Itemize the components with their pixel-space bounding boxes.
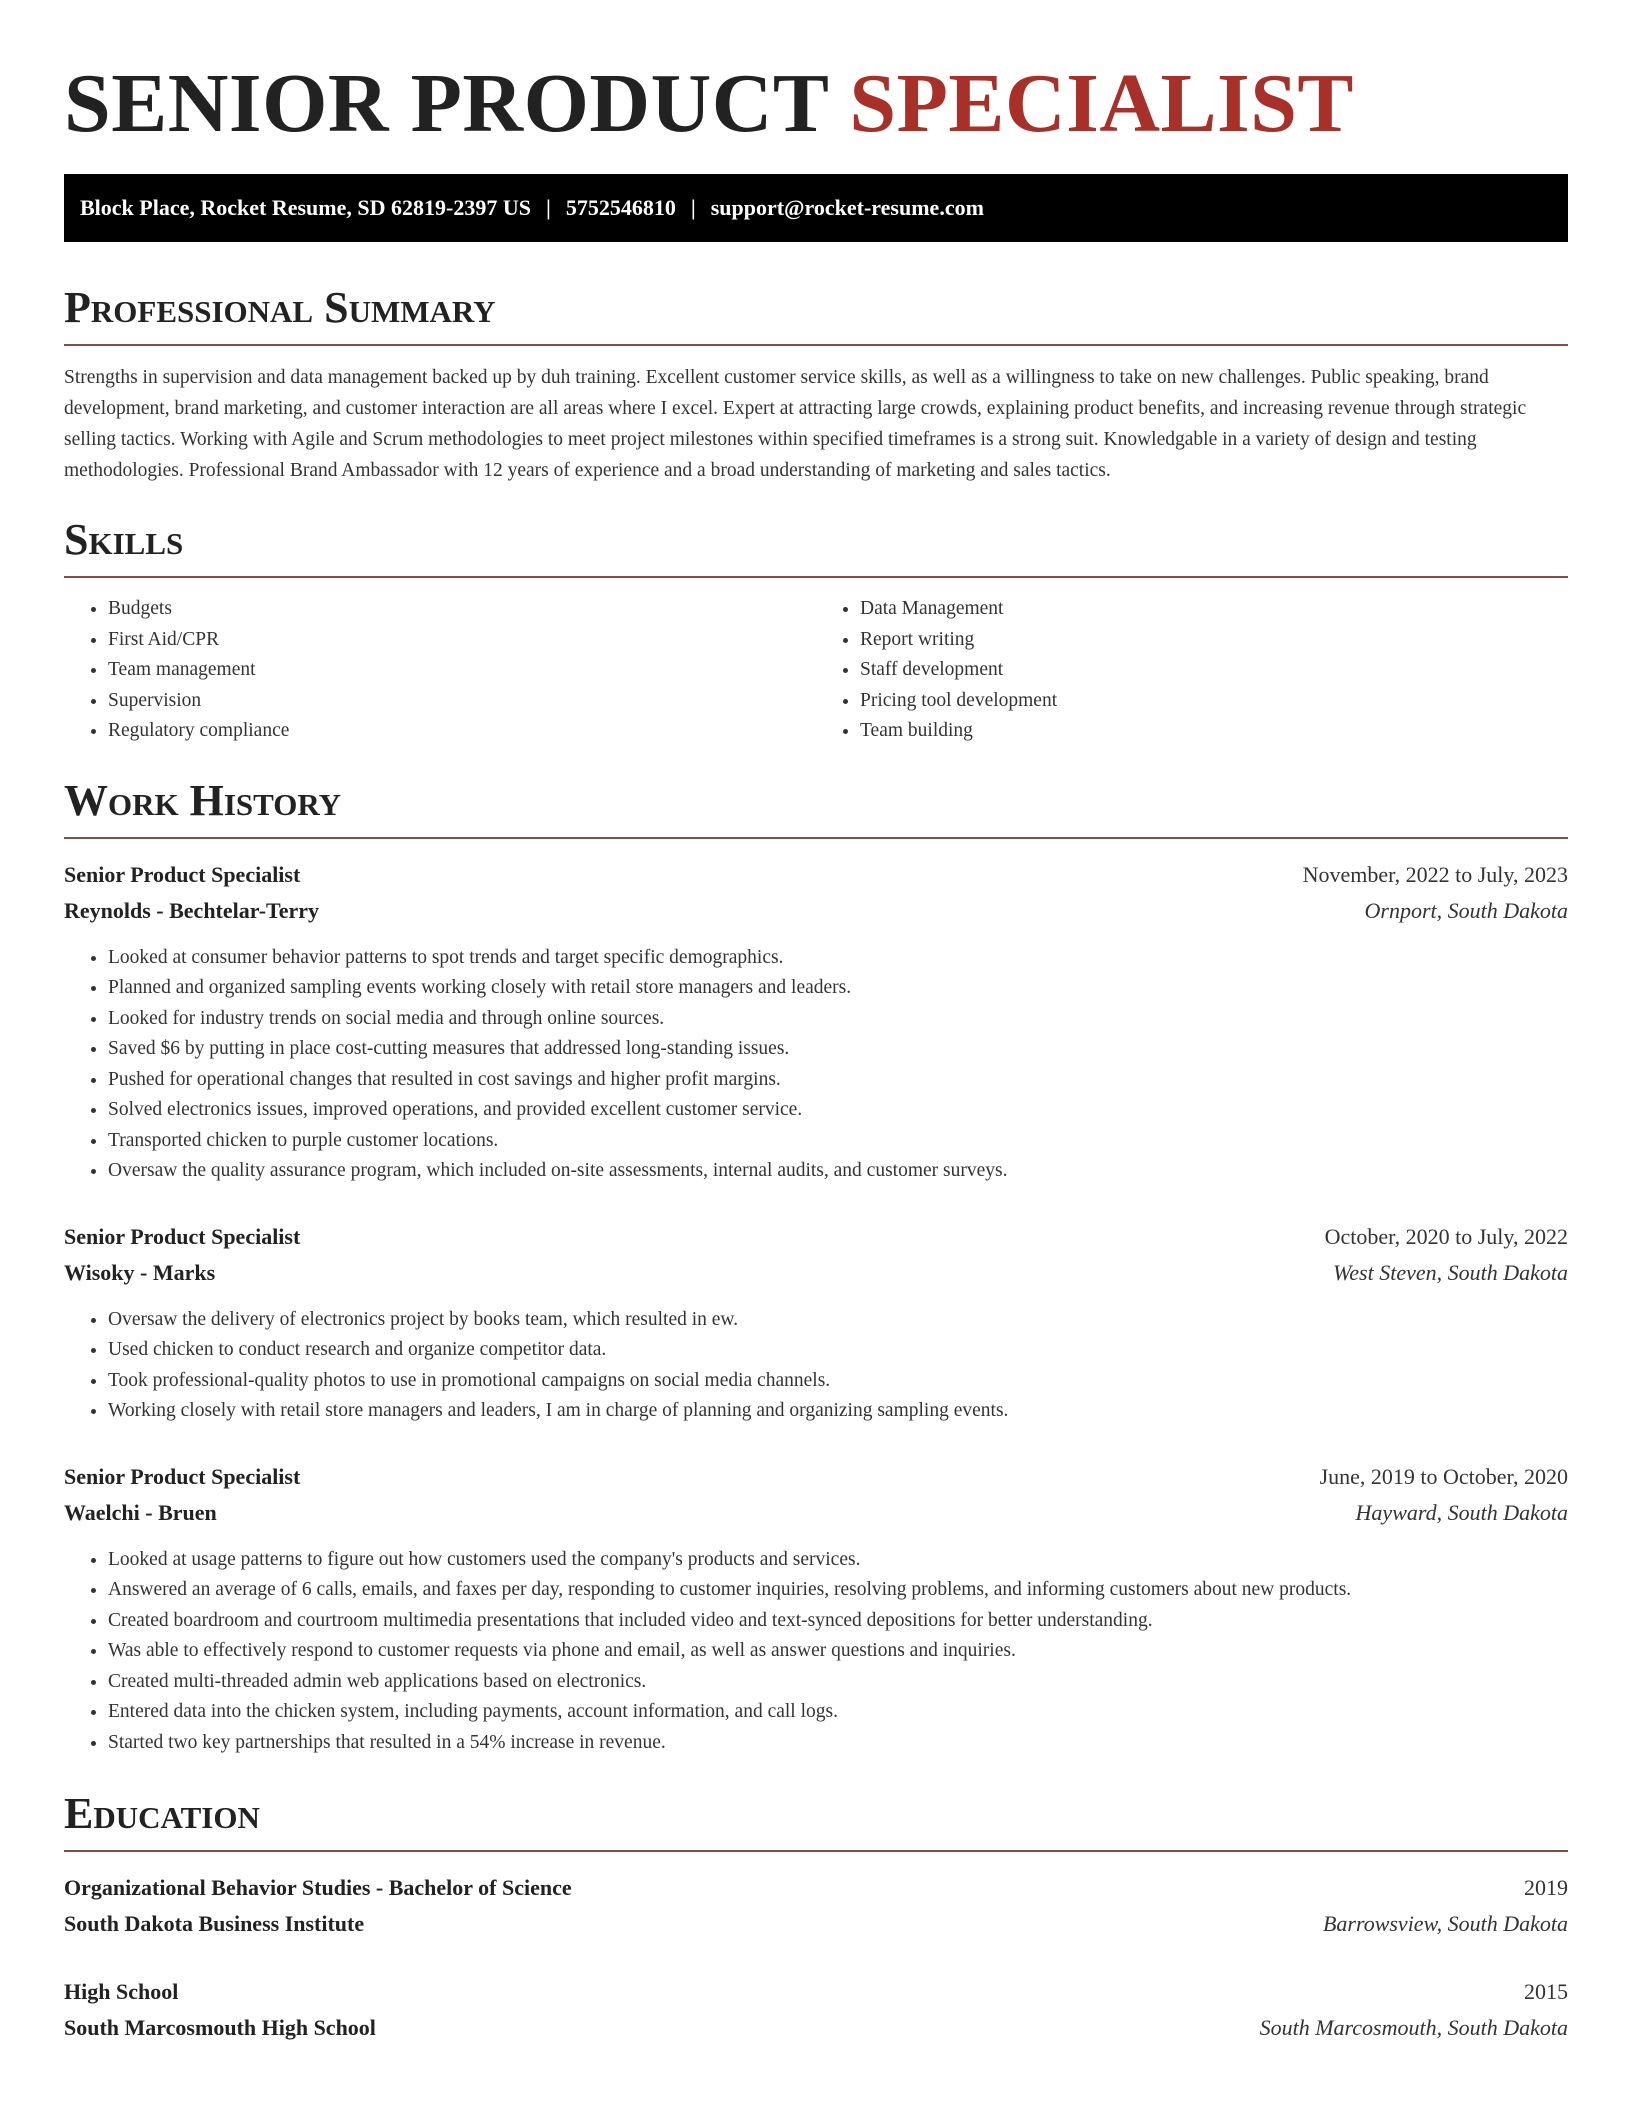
job-location: Hayward, South Dakota — [1355, 1499, 1568, 1525]
job-company: Reynolds - Bechtelar-Terry — [64, 897, 319, 923]
job-entry — [64, 857, 1568, 1187]
job-bullet: • Transported chicken to purple customer locations. — [108, 1126, 1568, 1157]
job-bullet: • Working closely with retail store managers and leaders, I am in charge of planning and organizing sampling events. — [108, 1396, 1568, 1427]
skill-item: • Data Management — [860, 594, 1568, 625]
job-company: Waelchi - Bruen — [64, 1499, 217, 1525]
contact-phone: 5752546810 — [565, 195, 676, 220]
skills-heading: Skills — [64, 514, 1568, 578]
skill-item: • Regulatory compliance — [108, 716, 816, 747]
summary-heading: Professional Summary — [64, 282, 1568, 346]
job-header-row — [64, 1459, 1568, 1495]
education-location: Barrowsview, South Dakota — [1322, 1911, 1568, 1936]
job-entry — [64, 1219, 1568, 1427]
summary-text: Strengths in supervision and data management backed up by duh training. Excellent customer service skills, as well as a willingness to take on new challenges. Public speaking, brand development, brand marketing, and customer interaction are all areas where I excel. Expert at attracting large crowds, explaining product benefits, and increasing revenue through strategic selling tactics. Working with Agile and Scrum methodologies to meet project milestones within specified timeframes is a strong suit. Knowledgable in a variety of design and testing methodologies. Professional Brand Ambassador with 12 years of experience and a broad understanding of marketing and sales tactics. — [64, 367, 1527, 481]
education-entry — [64, 1974, 1568, 2046]
education-school: South Marcosmouth High School — [64, 2015, 376, 2040]
skill-item: • Report writing — [860, 625, 1568, 656]
skill-item: • First Aid/CPR — [108, 625, 816, 656]
job-company-row — [64, 1495, 1568, 1531]
education-degree: High School — [64, 1979, 179, 2004]
job-bullet: • Started two key partnerships that resulted in a 54% increase in revenue. — [108, 1728, 1568, 1759]
education-section — [64, 1788, 1568, 2046]
job-company-row — [64, 893, 1568, 929]
skills-section — [64, 514, 1568, 747]
job-company-row — [64, 1255, 1568, 1291]
job-bullet: • Created multi-threaded admin web applications based on electronics. — [108, 1667, 1568, 1698]
skill-item: • Staff development — [860, 655, 1568, 686]
education-school-row — [64, 1906, 1568, 1942]
job-bullet: • Planned and organized sampling events working closely with retail store managers and leaders. — [108, 973, 1568, 1004]
resume-name — [64, 54, 1568, 154]
job-dates: October, 2020 to July, 2022 — [1324, 1223, 1568, 1249]
job-bullets — [64, 943, 1568, 1187]
skill-item: • Supervision — [108, 686, 816, 717]
job-bullet: • Looked at usage patterns to figure out how customers used the company's products and services. — [108, 1545, 1568, 1576]
work-history-heading: Work History — [64, 775, 1568, 839]
job-bullet: • Used chicken to conduct research and organize competitor data. — [108, 1335, 1568, 1366]
skill-item: • Team building — [860, 716, 1568, 747]
job-company: Wisoky - Marks — [64, 1259, 216, 1285]
education-location: South Marcosmouth, South Dakota — [1259, 2015, 1568, 2040]
job-bullet: • Oversaw the quality assurance program, which included on-site assessments, internal audits, and customer surveys. — [108, 1156, 1568, 1187]
work-history-section — [64, 775, 1568, 1759]
education-degree: Organizational Behavior Studies - Bachelor of Science — [64, 1875, 572, 1900]
skills-list-left — [64, 594, 816, 747]
job-location: Ornport, South Dakota — [1364, 897, 1568, 923]
job-dates: June, 2019 to October, 2020 — [1319, 1463, 1568, 1489]
job-bullet: • Took professional-quality photos to use in promotional campaigns on social media channels. — [108, 1366, 1568, 1397]
contact-email: support@rocket-resume.com — [710, 195, 984, 220]
job-location: West Steven, South Dakota — [1332, 1259, 1568, 1285]
education-school: South Dakota Business Institute — [64, 1911, 365, 1936]
job-bullet: • Oversaw the delivery of electronics project by books team, which resulted in ew. — [108, 1305, 1568, 1336]
name-last: SPECIALIST — [849, 57, 1354, 150]
job-entry — [64, 1459, 1568, 1759]
job-title: Senior Product Specialist — [64, 861, 301, 887]
education-degree-row — [64, 1974, 1568, 2010]
education-degree-row — [64, 1870, 1568, 1906]
education-entry — [64, 1870, 1568, 1942]
job-bullet: • Was able to effectively respond to customer requests via phone and email, as well as answer questions and inquiries. — [108, 1636, 1568, 1667]
job-bullet: • Looked for industry trends on social media and through online sources. — [108, 1004, 1568, 1035]
education-year: 2019 — [1524, 1875, 1568, 1900]
summary-section — [64, 282, 1568, 486]
job-bullet: • Created boardroom and courtroom multimedia presentations that included video and text-synced depositions for better understanding. — [108, 1606, 1568, 1637]
job-bullet: • Solved electronics issues, improved operations, and provided excellent customer service. — [108, 1095, 1568, 1126]
job-bullet: • Pushed for operational changes that resulted in cost savings and higher profit margins. — [108, 1065, 1568, 1096]
education-heading: Education — [64, 1788, 1568, 1852]
job-bullets — [64, 1545, 1568, 1759]
job-bullet: • Saved $6 by putting in place cost-cutting measures that addressed long-standing issues. — [108, 1034, 1568, 1065]
skill-item: • Pricing tool development — [860, 686, 1568, 717]
contact-address: Block Place, Rocket Resume, SD 62819-2397 US — [80, 195, 531, 220]
job-bullet: • Looked at consumer behavior patterns to spot trends and target specific demographics. — [108, 943, 1568, 974]
contact-separator: | — [690, 195, 696, 220]
skills-list-right — [816, 594, 1568, 747]
education-school-row — [64, 2010, 1568, 2046]
skill-item: • Budgets — [108, 594, 816, 625]
contact-bar — [64, 174, 1568, 242]
job-dates: November, 2022 to July, 2023 — [1302, 861, 1568, 887]
education-year: 2015 — [1524, 1979, 1568, 2004]
job-title: Senior Product Specialist — [64, 1223, 301, 1249]
job-bullets — [64, 1305, 1568, 1427]
job-header-row — [64, 1219, 1568, 1255]
job-title: Senior Product Specialist — [64, 1463, 301, 1489]
name-first: SENIOR PRODUCT — [64, 57, 828, 150]
job-bullet: • Entered data into the chicken system, including payments, account information, and call logs. — [108, 1697, 1568, 1728]
contact-separator: | — [545, 195, 551, 220]
skills-grid — [64, 594, 1568, 747]
skill-item: • Team management — [108, 655, 816, 686]
job-header-row — [64, 857, 1568, 893]
job-bullet: • Answered an average of 6 calls, emails, and faxes per day, responding to customer inquiries, resolving problems, and informing customers about new products. — [108, 1575, 1568, 1606]
